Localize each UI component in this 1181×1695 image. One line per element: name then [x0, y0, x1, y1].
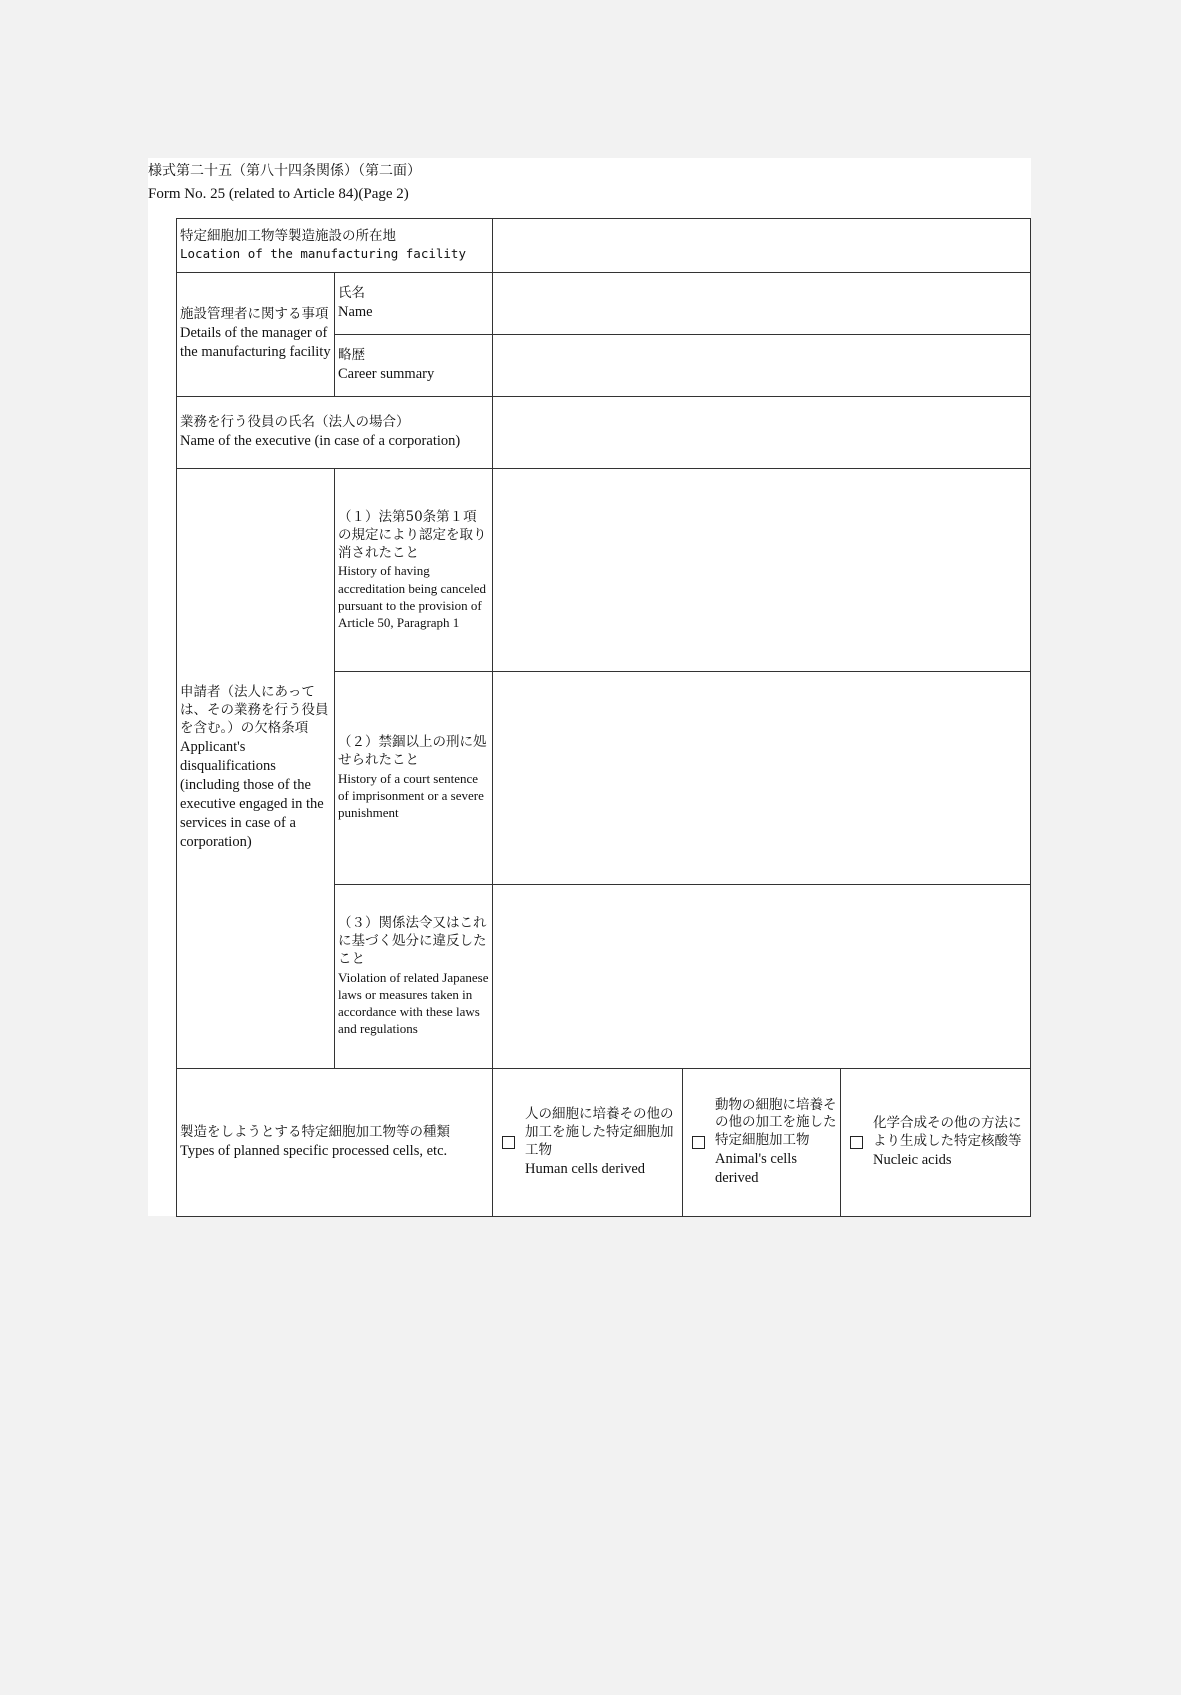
location-label: 特定細胞加工物等製造施設の所在地 Location of the manufacturing facility	[177, 219, 493, 273]
executive-label: 業務を行う役員の氏名（法人の場合） Name of the executive (in case of a corporation)	[177, 397, 493, 469]
disqualification-item-2-label: （２）禁錮以上の刑に処せられたこと History of a court sentence of imprisonment or a severe punishment	[335, 672, 493, 885]
application-form-table	[176, 218, 1031, 1217]
types-label: 製造をしようとする特定細胞加工物等の種類 Types of planned specific processed cells, etc.	[177, 1069, 493, 1217]
disqualification-item-3-input[interactable]	[493, 885, 1031, 1069]
disqualification-item-1-input[interactable]	[493, 469, 1031, 672]
executive-row	[177, 397, 1031, 469]
types-row	[177, 1069, 1031, 1217]
nucleic-acids-checkbox[interactable]	[850, 1136, 863, 1149]
manager-name-input[interactable]	[493, 273, 1031, 335]
executive-input[interactable]	[493, 397, 1031, 469]
disqualification-item-1-label: （１）法第50条第１項の規定により認定を取り消されたこと History of having accreditation being canceled pursuant to the provision of Article 50, Paragraph 1	[335, 469, 493, 672]
location-input[interactable]	[493, 219, 1031, 273]
disqualification-row-1	[177, 469, 1031, 672]
type-option-human[interactable]: 人の細胞に培養その他の加工を施した特定細胞加工物 Human cells derived	[493, 1069, 683, 1217]
manager-career-label: 略歴 Career summary	[335, 335, 493, 397]
location-row	[177, 219, 1031, 273]
type-option-nucleic[interactable]: 化学合成その他の方法により生成した特定核酸等 Nucleic acids	[841, 1069, 1031, 1217]
form-sheet	[148, 158, 1031, 1216]
form-title-jp: 様式第二十五（第八十四条関係）（第二面）	[148, 163, 421, 179]
animal-cells-checkbox[interactable]	[692, 1136, 705, 1149]
form-title-en: Form No. 25 (related to Article 84)(Page 2)	[148, 186, 409, 202]
type-option-animal[interactable]: 動物の細胞に培養その他の加工を施した特定細胞加工物 Animal's cells derived	[683, 1069, 841, 1217]
manager-label: 施設管理者に関する事項 Details of the manager of the manufacturing facility	[177, 273, 335, 397]
disqualification-item-3-label: （３）関係法令又はこれに基づく処分に違反したこと Violation of related Japanese laws or measures taken in accordance with these laws and regulations	[335, 885, 493, 1069]
manager-name-row	[177, 273, 1031, 335]
manager-career-input[interactable]	[493, 335, 1031, 397]
disqualification-label: 申請者（法人にあっては、その業務を行う役員を含む。）の欠格条項 Applicant's disqualifications (including those of the executive engaged in the services in case of a corporation)	[177, 469, 335, 1069]
manager-name-label: 氏名 Name	[335, 273, 493, 335]
disqualification-item-2-input[interactable]	[493, 672, 1031, 885]
human-cells-checkbox[interactable]	[502, 1136, 515, 1149]
